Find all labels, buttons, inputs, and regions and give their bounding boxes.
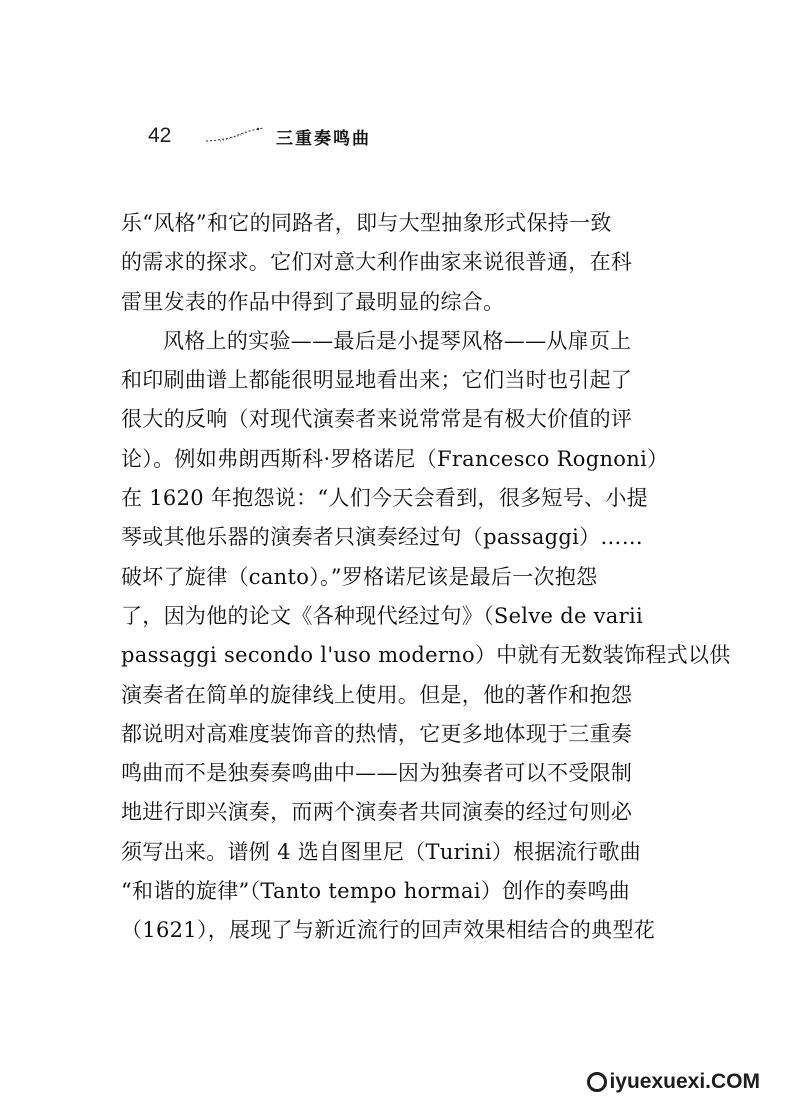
watermark [587, 1070, 760, 1094]
watermark-text: iyuexuexi.COM [609, 1070, 760, 1093]
paragraph-start-line: 风格上的实验——最后是小提琴风格——从扉页上 [163, 328, 632, 353]
text-line: 了，因为他的论文《各种现代经过句》（Selve de varii [121, 603, 643, 628]
text-line: 论）。例如弗朗西斯科·罗格诺尼（Francesco Rognoni） [121, 446, 669, 471]
text-line: passaggi secondo l'uso moderno）中就有无数装饰程式以供 [121, 643, 731, 668]
text-line: 演奏者在简单的旋律线上使用。但是，他的著作和抱怨 [121, 682, 633, 707]
text-line: 破坏了旋律（canto）。”罗格诺尼该是最后一次抱怨 [121, 564, 598, 589]
running-title: 三重奏鸣曲 [276, 129, 371, 149]
body-text [121, 204, 731, 951]
page-number: 42 [148, 124, 172, 147]
text-line: （1621），展现了与新近流行的回声效果相结合的典型花 [121, 918, 656, 943]
text-line: 地进行即兴演奏，而两个演奏者共同演奏的经过句则必 [121, 800, 633, 825]
text-line: 都说明对高难度装饰音的热情，它更多地体现于三重奏 [121, 721, 633, 746]
text-line: 在 1620 年抱怨说：“人们今天会看到，很多短号、小提 [121, 486, 648, 511]
text-line: 很大的反响（对现代演奏者来说常常是有极大价值的评 [121, 407, 633, 432]
text-line: 和印刷曲谱上都能很明显地看出来；它们当时也引起了 [121, 368, 633, 393]
text-line: 乐“风格”和它的同路者，即与大型抽象形式保持一致 [121, 211, 612, 235]
page-header [148, 118, 448, 158]
text-line: 须写出来。谱例 4 选自图里尼（Turini）根据流行歌曲 [121, 839, 641, 864]
text-line: 雷里发表的作品中得到了最明显的综合。 [121, 289, 505, 314]
ornament-icon [204, 126, 266, 144]
watermark-logo-icon [587, 1072, 607, 1092]
text-line: 鸣曲而不是独奏奏鸣曲中——因为独奏者可以不受限制 [121, 761, 633, 786]
text-line: 的需求的探求。它们对意大利作曲家来说很普通，在科 [121, 250, 633, 275]
text-line: 琴或其他乐器的演奏者只演奏经过句（passaggi）…… [121, 525, 644, 550]
text-line: “和谐的旋律”（Tanto tempo hormai）创作的奏鸣曲 [121, 879, 630, 904]
